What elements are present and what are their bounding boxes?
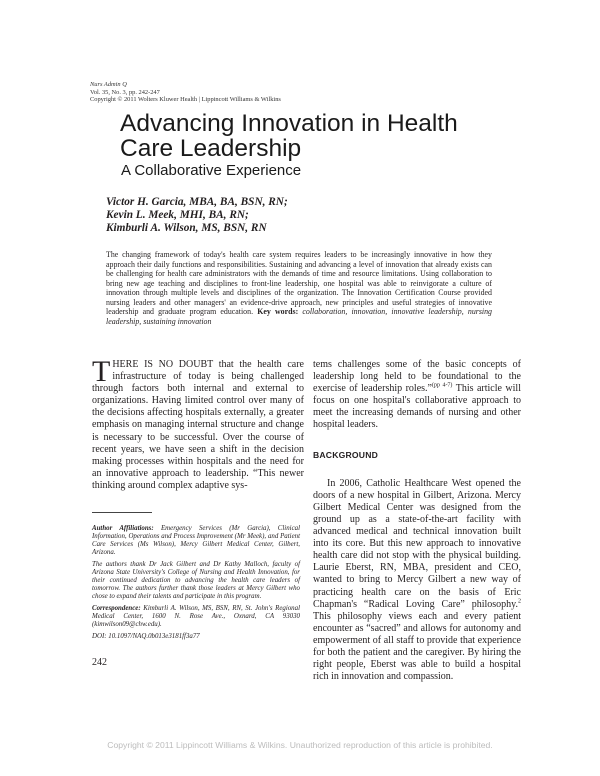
correspondence-note: Correspondence: Kimburli A. Wilson, MS, BSN, RN, St. John's Regional Medical Center, 1600 N. Rose Ave., Oxnard, CA 93030 (kimwilson09@chw.edu). bbox=[92, 604, 300, 629]
footnote-rule bbox=[92, 512, 152, 513]
doi-note: DOI: 10.1097/NAQ.0b013e3181ff3a77 bbox=[92, 632, 200, 640]
abstract bbox=[106, 250, 492, 326]
citation: (pp 4-7) bbox=[431, 382, 453, 389]
background-paragraph: In 2006, Catholic Healthcare West opened the doors of a new hospital in Gilbert, Arizona. Mercy Gilbert Medical Center was designed from the ground up as a state-of-the-art facility with advanced medical and technical innovation built into its core. But this new approach to innovative health care did not stop with the physical building. Laurie Eberst, RN, MBA, president and CEO, wanted to bring to Mercy Gilbert a new way of practicing health care on the basis of Eric Chapman's “Radical Loving Care” philosophy.$^2$ This philosophy views each and every patient encounter as “sacred” and allows for autonomy and empowerment of all staff to provide that experience for both the patient and the caregiver. By hiring the right people, Eberst was able to build a hospital rich in innovation and compassion. bbox=[313, 477, 521, 683]
body-column-left bbox=[92, 355, 304, 492]
journal-name: Nurs Admin Q bbox=[90, 81, 127, 88]
drop-cap: T bbox=[92, 355, 111, 388]
copyright-footer: Copyright © 2011 Lippincott Williams & Wilkins. Unauthorized reproduction of this article is prohibited. bbox=[107, 740, 493, 750]
intro-paragraph: HERE IS NO DOUBT that the health care infrastructure of today is being challenged through factors both internal and external to organizations. Having limited control over many of the decisions affecting hospitals externally, a greater emphasis on managing internal structure and change is necessary to be successful. Over the course of recent years, we have seen a shift in the decision making processes within hospitals and the need for an innovative approach to leadership. “This newer thinking around complex adaptive sys- bbox=[92, 359, 304, 491]
section-heading: BACKGROUND bbox=[313, 449, 379, 460]
keywords: collaboration, innovation, innovative leadership, nursing leadership, sustaining innovation bbox=[106, 307, 492, 326]
author-list bbox=[106, 196, 288, 235]
citation: 2 bbox=[518, 598, 521, 605]
affiliations-note: Author Affiliations: Emergency Services (Mr Garcia), Clinical Information, Operations and Process Improvement (Mr Meek), and Patient Care Services (Ms Wilson), Mercy Gilbert Medical Center, Gilbert, Arizona. bbox=[92, 525, 300, 557]
body-column-right bbox=[313, 359, 521, 683]
footnotes bbox=[92, 525, 300, 644]
journal-volume: Vol. 35, No. 3, pp. 242-247 bbox=[90, 88, 160, 96]
acknowledgment-note: The authors thank Dr Jack Gilbert and Dr Kathy Malloch, faculty of Arizona State University's College of Nursing and Health Innovation, for their continued dedication to advancing the health care leaders of tomorrow. The authors further thank those leaders at Mercy Gilbert who chose to expand their talents and participate in this program. bbox=[92, 560, 300, 601]
article-subtitle: A Collaborative Experience bbox=[121, 162, 302, 179]
intro-continuation: tems challenges some of the basic concepts of leadership long held to be foundational to the exercise of leadership roles.”$^{(pp 4-7)}$ This article will focus on one hospital's collaborative approach to meet the increasing demands of nursing and other hospital leaders. bbox=[313, 359, 521, 431]
author-1: Victor H. Garcia, MBA, BA, BSN, RN; bbox=[106, 196, 288, 208]
abstract-text: The changing framework of today's health care system requires leaders to be increasingly innovative in how they approach their daily functions and responsibilities. Sustaining and advancing a level of innovation that already exists can be challenging for health care administrators with the demands of time and resource limitations. Using collaboration to bring new age teaching and disciplines to front-line leadership, one hospital was able to reinvigorate a culture of innovation through multiple levels and disciplines of the organization. The Innovation Certification Course provided nursing leaders and other managers' an evidence-drive approach, new principles and useful strategies of innovative leadership and graduate program education. bbox=[106, 250, 492, 317]
author-2: Kevin L. Meek, MHI, BA, RN; bbox=[106, 209, 249, 221]
keywords-label: Key words: bbox=[257, 307, 299, 317]
author-3: Kimburli A. Wilson, MS, BSN, RN bbox=[106, 222, 267, 234]
journal-copyright: Copyright © 2011 Wolters Kluwer Health | Lippincott Williams & Wilkins bbox=[90, 96, 281, 104]
article-title: Advancing Innovation in Health Care Leadership bbox=[120, 110, 458, 162]
page-number: 242 bbox=[92, 657, 107, 668]
journal-info bbox=[90, 81, 281, 104]
